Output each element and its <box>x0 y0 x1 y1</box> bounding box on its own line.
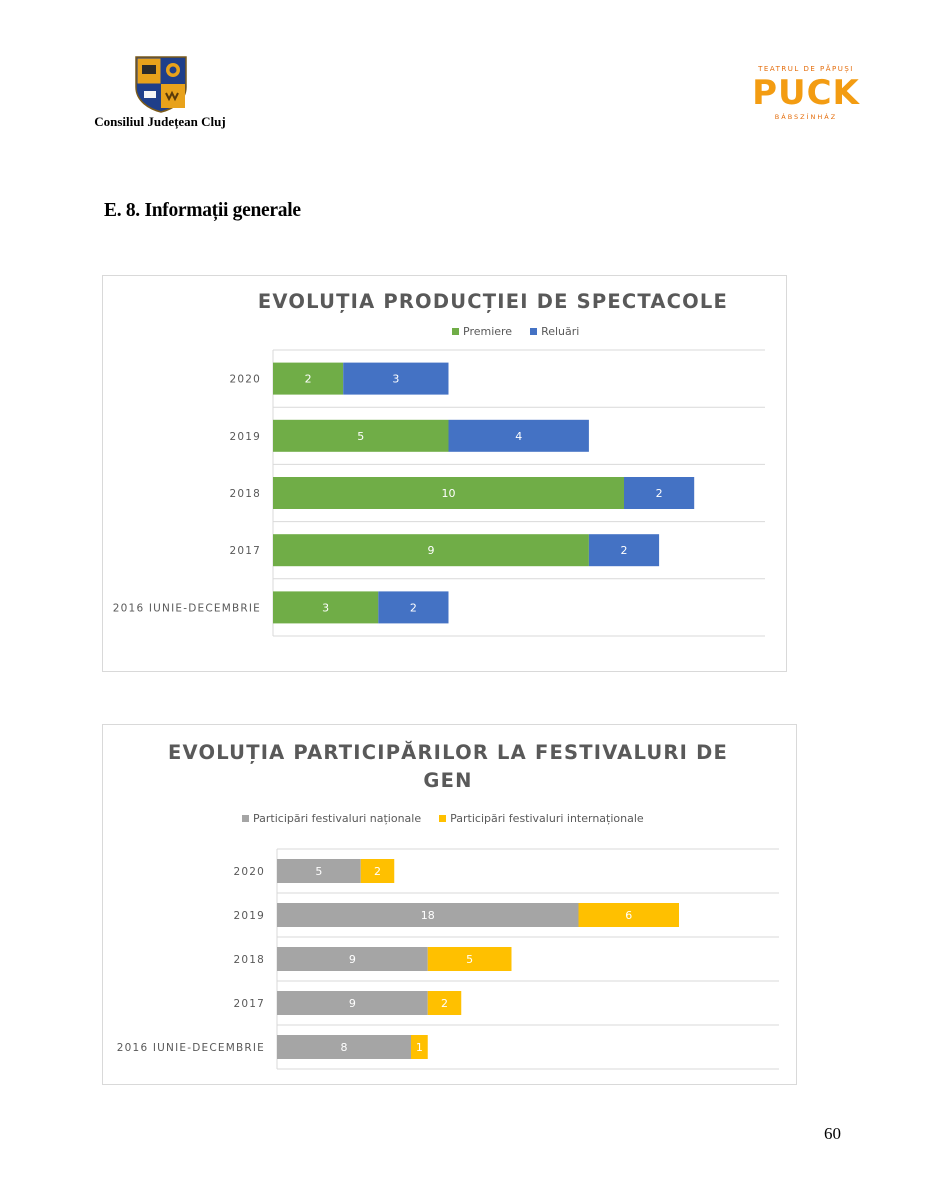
festival-chart <box>102 724 797 1085</box>
legend-label: Reluări <box>541 325 580 338</box>
data-label: 5 <box>466 953 474 966</box>
data-label: 8 <box>340 1041 348 1054</box>
data-label: 9 <box>348 953 356 966</box>
council-crest-logo <box>133 55 189 113</box>
puck-theatre-logo <box>750 62 862 122</box>
category-tick-label: 2016 IUNIE-DECEMBRIE <box>112 602 261 615</box>
data-label: 2 <box>304 372 312 386</box>
coat-of-arms-icon <box>133 55 189 113</box>
legend-label: Premiere <box>463 325 513 338</box>
category-tick-label: 2020 <box>229 373 261 386</box>
data-label: 2 <box>374 865 381 878</box>
page-number: 60 <box>824 1124 841 1143</box>
data-label: 4 <box>515 429 523 443</box>
legend-label: Participări festivaluri internaționale <box>450 812 644 825</box>
production-chart <box>102 275 787 672</box>
category-tick-label: 2017 <box>233 998 265 1010</box>
category-tick-label: 2017 <box>229 545 261 558</box>
data-label: 10 <box>441 487 456 500</box>
chart-title: EVOLUȚIA PARTICIPĂRILOR LA FESTIVALURI DE GEN <box>167 741 728 792</box>
category-tick-label: 2019 <box>229 430 261 443</box>
data-label: 2 <box>620 544 628 558</box>
data-label: 3 <box>322 601 330 615</box>
chart-plot-area <box>103 276 786 671</box>
category-tick-label: 2018 <box>233 954 265 966</box>
data-label: 2 <box>409 601 417 615</box>
data-label: 9 <box>348 997 356 1010</box>
category-tick-label: 2018 <box>229 488 261 500</box>
chart-plot-area <box>103 725 796 1084</box>
data-label: 2 <box>441 997 448 1010</box>
data-label: 1 <box>415 1041 423 1054</box>
section-title: E. 8. Informații generale <box>104 200 301 221</box>
legend-label: Participări festivaluri naționale <box>253 812 422 825</box>
category-tick-label: 2019 <box>233 910 265 922</box>
logo-main-text: PUCK <box>752 73 860 113</box>
category-tick-label: 2020 <box>233 866 265 878</box>
data-label: 5 <box>315 865 323 878</box>
logo-top-text: TEATRUL DE PĂPUȘI <box>758 65 854 73</box>
data-label: 5 <box>357 429 365 443</box>
data-label: 2 <box>655 487 663 500</box>
data-label: 6 <box>625 909 633 922</box>
data-label: 9 <box>427 544 435 558</box>
chart-title: EVOLUȚIA PRODUCȚIEI DE SPECTACOLE <box>257 290 729 313</box>
data-label: 3 <box>392 372 400 386</box>
logo-bottom-text: BÁBSZÍNHÁZ <box>774 113 838 121</box>
council-name: Consiliul Județean Cluj <box>94 114 226 129</box>
category-tick-label: 2016 IUNIE-DECEMBRIE <box>116 1042 265 1054</box>
data-label: 18 <box>420 909 435 922</box>
